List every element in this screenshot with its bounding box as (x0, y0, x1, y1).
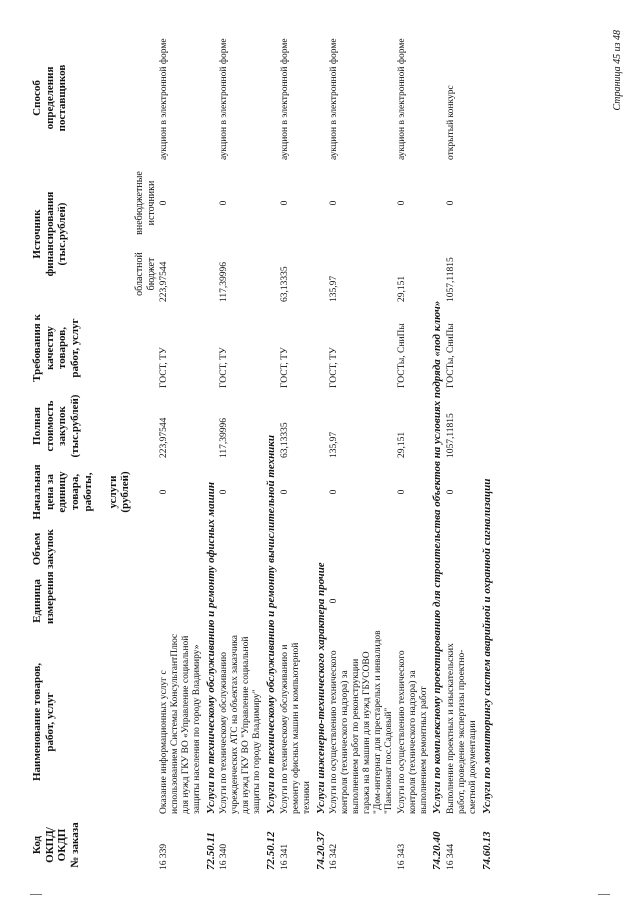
row-unit (218, 575, 264, 627)
row-unit-price: 0 (279, 489, 290, 495)
row-quality: ГОСТ, ТУ (219, 347, 230, 388)
table-row (445, 33, 480, 873)
row-quality: ГОСТы, СниПы (446, 323, 457, 388)
row-unit-price: 0 (159, 489, 170, 495)
section-code: 74.20.40 (431, 831, 444, 870)
row-total: 63,13335 (279, 422, 290, 458)
row-extra: 0 (396, 200, 407, 206)
header-volume: Объем закупок (31, 529, 56, 569)
section-row (314, 33, 329, 873)
header-total-cost: Полная стоимость закупок (тыс.рублей) (31, 394, 81, 458)
row-quality: ГОСТ, ТУ (279, 347, 290, 388)
section-code: 72.50.11 (204, 832, 217, 870)
section-title: Услуги по комплексному проектированию для строительства объектов на условиях подряда «под ключ» (431, 300, 444, 814)
row-extra: 0 (219, 200, 230, 206)
header-method: Способ определения поставщиков (31, 64, 69, 132)
row-number: 16 344 (446, 843, 457, 870)
row-regional: 1057,11815 (446, 257, 457, 302)
section-code: 74.20.37 (314, 831, 327, 870)
row-unit-price: 0 (446, 489, 457, 495)
header-extra-budget: внебюджетные источники (134, 171, 157, 235)
row-name: Услуги по осуществлению технического контроля (технического надзора) за выполнением работ по реконструкции гаража на 8 машин для нужд ГБУСОВО "Дом-интернат для престарелых и инвалидов "Пансионат пос.Садовый" (329, 630, 394, 814)
section-title: Услуги по техническому обслуживанию и ремонту вычислительной техники (265, 435, 278, 814)
row-total: 223,97544 (159, 417, 170, 458)
header-unit: Единица измерения (31, 571, 56, 624)
row-method: аукцион в электронной форме (279, 38, 290, 160)
row-total: 29,151 (396, 431, 407, 458)
funding-subheader-row (133, 33, 158, 873)
row-regional: 63,13335 (279, 266, 290, 302)
row-method: аукцион в электронной форме (219, 38, 230, 160)
procurement-table (30, 33, 495, 873)
row-name: Услуги по осуществлению технического контроля (технического надзора) за выполнением ремонтных работ (396, 650, 429, 814)
row-total: 135,97 (329, 431, 340, 458)
header-code: Код ОКПД/ ОКДП № заказа (31, 822, 81, 868)
row-regional: 117,39996 (219, 261, 230, 302)
row-volume (279, 523, 314, 575)
row-regional: 135,97 (329, 275, 340, 302)
section-title: Услуги по техническому обслуживанию и ремонту офисных машин (204, 482, 217, 814)
row-method: аукцион в электронной форме (396, 38, 407, 160)
row-volume (445, 523, 480, 575)
row-number: 16 339 (159, 843, 170, 870)
section-title: Услуги по мониторингу систем аварийной и охранной сигнализации (480, 478, 493, 814)
row-unit-price: 0 (219, 489, 230, 495)
row-number: 16 340 (219, 843, 230, 870)
row-method: открытый конкурс (446, 85, 457, 160)
section-row (430, 33, 445, 873)
section-code: 72.50.12 (265, 831, 278, 870)
row-extra: 0 (446, 200, 457, 206)
header-name: Наименование товаров, работ, услуг (31, 662, 56, 782)
row-unit (445, 575, 480, 627)
table-row (328, 33, 396, 873)
table-row (396, 33, 431, 873)
row-method: аукцион в электронной форме (329, 38, 340, 160)
row-extra: 0 (159, 200, 170, 206)
row-volume (328, 523, 396, 575)
section-row (480, 33, 495, 873)
page-number: Страница 45 из 48 (612, 30, 623, 111)
table-row (218, 33, 264, 873)
margin-tick (30, 894, 42, 895)
row-unit: 0 (329, 598, 340, 604)
header-funding: Источник финансирования (тыс.рублей) (31, 191, 69, 277)
table-header-row (30, 33, 133, 873)
header-regional-budget: областной бюджет (134, 252, 157, 296)
row-unit-price: 0 (396, 489, 407, 495)
row-name: Оказание информационных услуг с использованием Системы КонсультантПлюс для нужд ГКУ ВО «Управление социальной защиты населения по городу Владимиру» (159, 633, 202, 814)
row-name: Услуги по техническому обслуживанию учрежденческих АТС на объектах заказчика для нужд ГКУ ВО "Управление социальной защиты по городу Владимиру" (219, 634, 263, 814)
section-row (264, 33, 279, 873)
margin-tick (598, 894, 610, 895)
row-total: 1057,11815 (446, 413, 457, 458)
row-name: Выполнение проектных и изыскательских работ, проведение экспертизы проектно-сметной документации (446, 643, 478, 814)
row-quality: ГОСТ, ТУ (329, 347, 340, 388)
row-extra: 0 (279, 200, 290, 206)
row-unit-price: 0 (329, 489, 340, 495)
row-quality: ГОСТ, ТУ (159, 347, 170, 388)
row-regional: 223,97544 (159, 261, 170, 302)
row-quality: ГОСТы, СниПы (396, 323, 407, 388)
row-number: 16 343 (396, 843, 407, 870)
header-unit-price: Начальная цена за единицу товара, работы, услуги (рублей) (31, 464, 132, 520)
row-number: 16 341 (279, 843, 290, 870)
row-regional: 29,151 (396, 275, 407, 302)
header-quality: Требования к качеству товаров, работ, услуг (31, 314, 81, 382)
row-volume (396, 523, 431, 575)
row-unit (158, 575, 204, 627)
row-unit (279, 575, 314, 627)
row-unit (396, 575, 431, 627)
table-row (279, 33, 314, 873)
row-total: 117,39996 (219, 417, 230, 458)
row-extra: 0 (329, 200, 340, 206)
section-row (204, 33, 219, 873)
row-name: Услуги по техническому обслуживанию и ремонту офисных машин и компьютерной техники (279, 642, 312, 814)
section-title: Услуги инженерно-технического характера прочие (314, 562, 327, 814)
section-code: 74.60.13 (480, 831, 493, 870)
row-volume (158, 523, 204, 575)
row-volume (218, 523, 264, 575)
table-row (158, 33, 204, 873)
row-method: аукцион в электронной форме (159, 38, 170, 160)
row-number: 16 342 (329, 843, 340, 870)
